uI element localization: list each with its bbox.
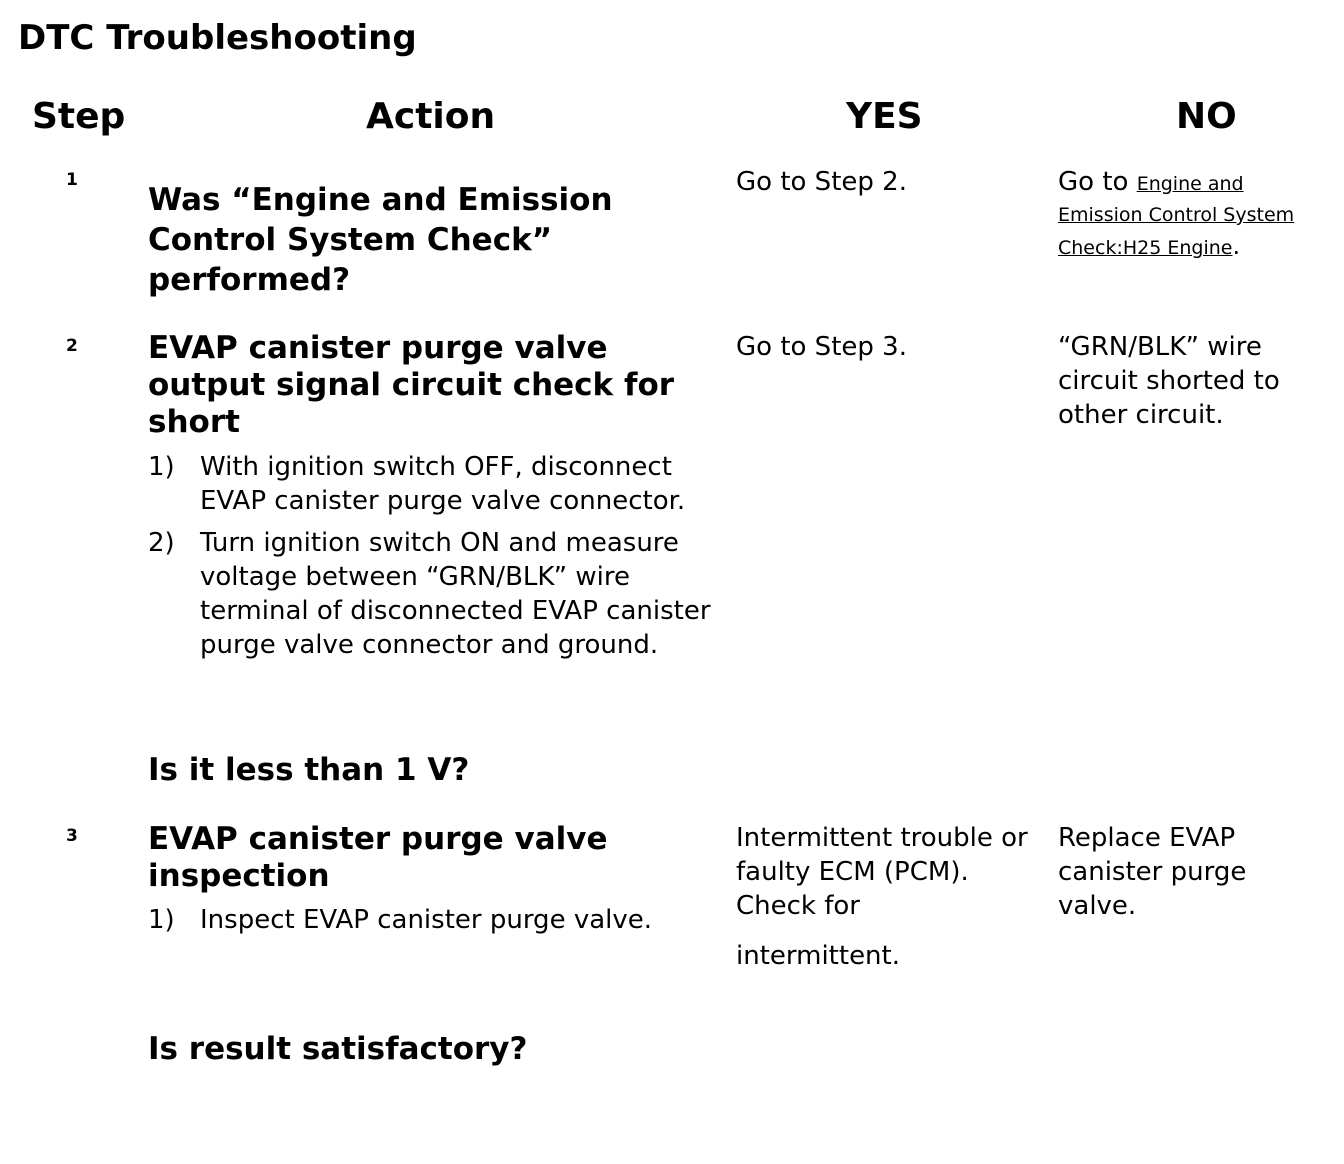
column-header-yes: YES xyxy=(846,96,923,137)
yes-cell: Go to Step 2. xyxy=(736,167,907,197)
page-title: DTC Troubleshooting xyxy=(18,18,417,58)
step-number: 1 xyxy=(66,170,78,190)
engine-check-link[interactable]: Engine and xyxy=(1136,173,1244,195)
substep-text: With ignition switch OFF, disconnect EVAP canister purge valve connector. xyxy=(200,452,686,516)
yes-cell: Go to Step 3. xyxy=(736,332,907,362)
engine-check-link[interactable]: Emission Control System xyxy=(1058,204,1295,226)
column-header-step: Step xyxy=(32,96,126,137)
column-header-no: NO xyxy=(1176,96,1237,137)
no-suffix: . xyxy=(1232,232,1241,260)
column-header-action: Action xyxy=(366,96,496,137)
step-number: 2 xyxy=(66,336,78,356)
substep-number: 1) xyxy=(148,452,175,482)
no-cell: Replace EVAP canister purge valve. xyxy=(1058,823,1247,921)
no-cell: “GRN/BLK” wire circuit shorted to other circuit. xyxy=(1058,332,1280,430)
substep-list xyxy=(148,903,728,937)
substep-list xyxy=(148,450,728,662)
list-item xyxy=(148,526,728,662)
substep-number: 2) xyxy=(148,528,175,558)
list-item xyxy=(148,450,728,518)
substep-number: 1) xyxy=(148,905,175,935)
list-item xyxy=(148,903,728,937)
no-prefix: Go to xyxy=(1058,167,1137,197)
action-title: EVAP canister purge valve inspection xyxy=(148,821,608,894)
engine-check-link[interactable]: Check:H25 Engine xyxy=(1058,237,1233,259)
question: Is it less than 1 V? xyxy=(148,752,470,788)
action-title: Was “Engine and Emission Control System Check” performed? xyxy=(148,182,613,298)
substep-text: Inspect EVAP canister purge valve. xyxy=(200,905,653,935)
action-title: EVAP canister purge valve output signal circuit check for short xyxy=(148,330,675,440)
yes-cell: Intermittent trouble or faulty ECM (PCM). Check for xyxy=(736,823,1028,921)
step-number: 3 xyxy=(66,826,78,846)
yes-cell-tail: intermittent. xyxy=(736,941,900,971)
substep-text: Turn ignition switch ON and measure voltage between “GRN/BLK” wire terminal of disconnected EVAP canister purge valve connector and ground. xyxy=(200,528,711,660)
question: Is result satisfactory? xyxy=(148,1031,528,1067)
no-cell xyxy=(1058,165,1342,264)
